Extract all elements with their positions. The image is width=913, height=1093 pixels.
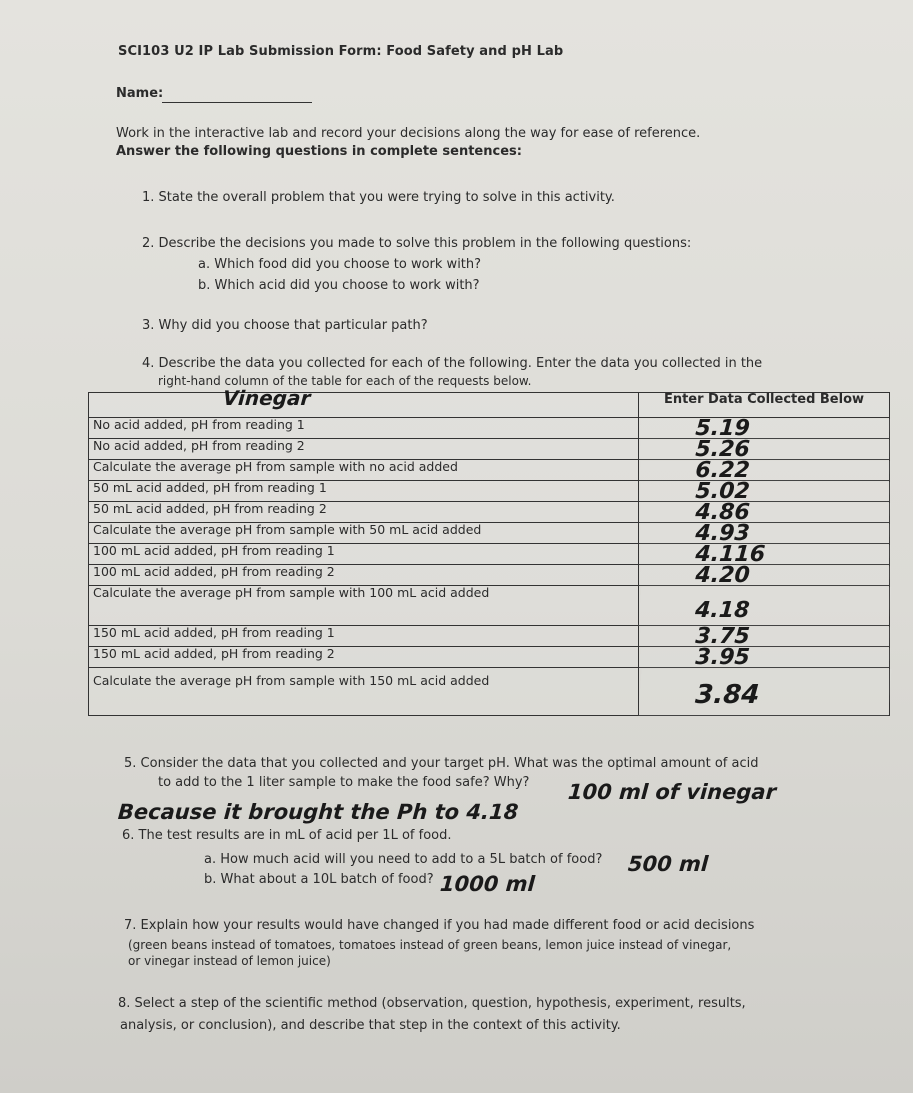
table-row [89,439,890,460]
row-request: 100 mL acid added, pH from reading 1 [89,544,639,565]
row-value[interactable]: 4.93 [638,523,890,544]
table-row [89,418,890,439]
handwritten-vinegar-label: Vinegar [222,386,312,410]
question-6: 6. The test results are in mL of acid per 1L of food. [122,828,452,843]
question-8-line-2: analysis, or conclusion), and describe that step in the context of this activity. [120,1018,621,1033]
name-label: Name: [116,86,164,101]
row-request: No acid added, pH from reading 2 [89,439,639,460]
question-8-line-1: 8. Select a step of the scientific method (observation, question, hypothesis, experiment, results, [118,996,746,1011]
row-request: 50 mL acid added, pH from reading 1 [89,481,639,502]
form-title: SCI103 U2 IP Lab Submission Form: Food Safety and pH Lab [118,44,564,59]
question-7-line-1: 7. Explain how your results would have changed if you had made different food or acid decisions [124,918,755,933]
question-2b: b. Which acid did you choose to work with? [198,278,480,293]
question-5-line-1: 5. Consider the data that you collected and your target pH. What was the optimal amount of acid [124,756,759,771]
table-row [89,481,890,502]
question-7-line-2: (green beans instead of tomatoes, tomatoes instead of green beans, lemon juice instead of vinegar, [128,938,732,952]
question-1: 1. State the overall problem that you were trying to solve in this activity. [142,190,615,205]
name-field-line[interactable] [162,102,312,103]
table-row [89,668,890,716]
question-2a: a. Which food did you choose to work with? [198,257,482,272]
row-value[interactable]: 4.86 [638,502,890,523]
question-5-line-2: to add to the 1 liter sample to make the food safe? Why? [158,775,530,790]
question-3: 3. Why did you choose that particular path? [142,318,428,333]
row-value[interactable]: 3.84 [637,668,891,716]
question-5-answer-b[interactable]: Because it brought the Ph to 4.18 [117,800,520,824]
row-value[interactable]: 5.26 [638,439,890,460]
row-value[interactable]: 5.19 [638,418,890,439]
row-value[interactable]: 5.02 [638,481,890,502]
row-value[interactable]: 6.22 [638,460,890,481]
row-request: 150 mL acid added, pH from reading 1 [89,626,639,647]
row-request: 150 mL acid added, pH from reading 2 [89,647,639,668]
row-request: Calculate the average pH from sample with 150 mL acid added [89,668,639,716]
table-row [89,544,890,565]
table-row [89,626,890,647]
row-request: No acid added, pH from reading 1 [89,418,639,439]
question-2: 2. Describe the decisions you made to solve this problem in the following questions: [142,236,692,251]
question-6a-answer[interactable]: 500 ml [627,852,710,876]
row-request: 50 mL acid added, pH from reading 2 [89,502,639,523]
question-4-line-1: 4. Describe the data you collected for each of the following. Enter the data you collected in the [142,356,763,371]
row-value[interactable]: 4.116 [638,544,890,565]
table-row [89,647,890,668]
row-value[interactable]: 3.95 [638,647,890,668]
question-6b: b. What about a 10L batch of food? [204,872,434,887]
row-value[interactable]: 3.75 [638,626,890,647]
table-row [89,523,890,544]
table-row [89,565,890,586]
data-table [88,386,890,716]
question-6a: a. How much acid will you need to add to a 5L batch of food? [204,852,603,867]
question-6b-answer[interactable]: 1000 ml [439,872,536,896]
row-request: Calculate the average pH from sample with 50 mL acid added [89,523,639,544]
question-5-answer-a[interactable]: 100 ml of vinegar [567,780,777,804]
question-4-line-2: right-hand column of the table for each of the requests below. [158,374,532,388]
row-request: Calculate the average pH from sample with 100 mL acid added [89,586,639,626]
question-7-line-3: or vinegar instead of lemon juice) [128,954,331,968]
row-request: Calculate the average pH from sample with no acid added [89,460,639,481]
column-header: Enter Data Collected Below [639,393,890,418]
table-header-row [89,393,890,418]
row-value[interactable]: 4.20 [638,565,890,586]
table-row [89,586,890,626]
table-row [89,460,890,481]
row-request: 100 mL acid added, pH from reading 2 [89,565,639,586]
intro-line-1: Work in the interactive lab and record your decisions along the way for ease of reference. [116,126,701,141]
intro-line-2: Answer the following questions in complete sentences: [116,144,522,159]
row-value[interactable]: 4.18 [637,586,891,626]
table-row [89,502,890,523]
